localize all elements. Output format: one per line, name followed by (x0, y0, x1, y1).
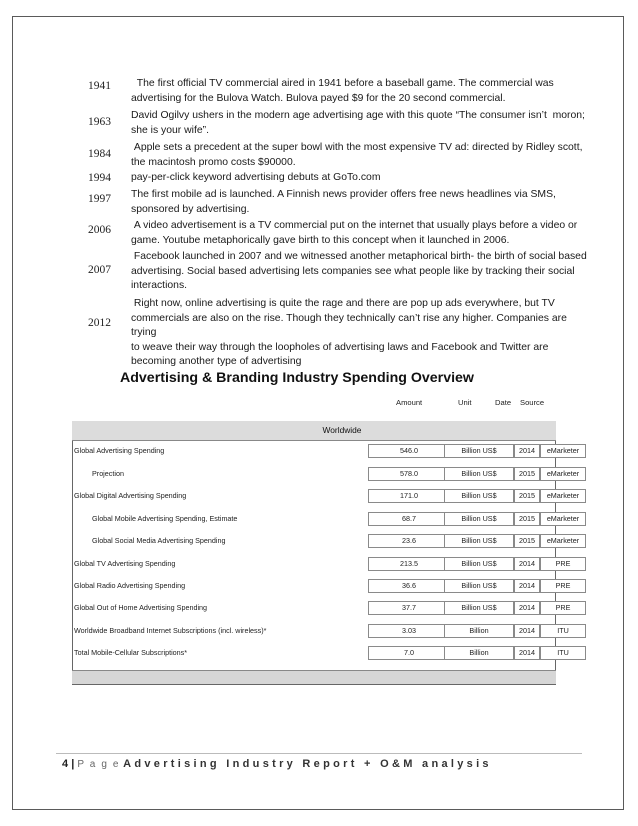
cell-date: 2015 (514, 467, 540, 481)
cell-amount: 7.0 (368, 646, 450, 660)
timeline-year: 1997 (88, 193, 111, 205)
table-footer-band (72, 670, 556, 684)
cell-amount: 68.7 (368, 512, 450, 526)
table-row (72, 444, 580, 458)
column-header-source: Source (520, 398, 545, 407)
timeline-text: Apple sets a precedent at the super bowl with the most expensive TV ad: directed by Ridley scott, the macintosh promo costs $90000. (131, 142, 583, 168)
cell-unit: Billion US$ (444, 467, 514, 481)
cell-unit: Billion US$ (444, 579, 514, 593)
cell-source: ITU (540, 624, 586, 638)
cell-source: PRE (540, 557, 586, 571)
table-row (72, 579, 571, 593)
page-footer (62, 758, 492, 770)
row-label: Global Social Media Advertising Spending (92, 536, 226, 545)
table-row (72, 646, 569, 660)
cell-unit: Billion US$ (444, 557, 514, 571)
timeline-year: 1941 (88, 80, 111, 92)
cell-unit: Billion (444, 646, 514, 660)
table-row (72, 624, 569, 638)
cell-amount: 578.0 (368, 467, 450, 481)
cell-date: 2015 (514, 512, 540, 526)
footer-rule (56, 753, 582, 754)
table-row (72, 557, 571, 571)
table-row (72, 467, 580, 481)
cell-source: eMarketer (540, 512, 586, 526)
column-header-unit: Unit (458, 398, 472, 407)
cell-amount: 3.03 (368, 624, 450, 638)
cell-unit: Billion US$ (444, 534, 514, 548)
cell-date: 2014 (514, 646, 540, 660)
cell-date: 2015 (514, 534, 540, 548)
cell-unit: Billion US$ (444, 489, 514, 503)
timeline-year: 1963 (88, 116, 111, 128)
cell-amount: 171.0 (368, 489, 450, 503)
row-label: Global Digital Advertising Spending (74, 491, 187, 500)
table-row (72, 512, 580, 526)
row-label: Global Mobile Advertising Spending, Estimate (92, 514, 238, 523)
cell-source: eMarketer (540, 534, 586, 548)
cell-amount: 37.7 (368, 601, 450, 615)
timeline-year: 2006 (88, 224, 111, 236)
cell-amount: 213.5 (368, 557, 450, 571)
cell-source: PRE (540, 601, 586, 615)
cell-unit: Billion US$ (444, 512, 514, 526)
row-label: Global Advertising Spending (74, 446, 165, 455)
timeline-year: 1994 (88, 172, 111, 184)
cell-amount: 546.0 (368, 444, 450, 458)
timeline-text: Right now, online advertising is quite the rage and there are pop up ads everywhere, but TV commercials are also on the rise. Though they technically can’t rise any higher. Companies are trying to weave their way through the loopholes of advertising laws and Facebook and Twitter are becoming another type of advertising (131, 298, 567, 368)
row-label: Global TV Advertising Spending (74, 559, 176, 568)
column-header-date: Date (495, 398, 512, 407)
timeline-text: A video advertisement is a TV commercial put on the internet that usually plays before a video or game. Youtube metaphorically gave birth to this concept when it launched in 2006. (131, 220, 578, 246)
section-title: Advertising & Branding Industry Spending Overview (120, 370, 474, 386)
page-word: P a g e (77, 759, 121, 770)
cell-source: ITU (540, 646, 586, 660)
group-header-worldwide: Worldwide (322, 425, 362, 435)
table-row (72, 489, 580, 503)
row-label: Global Radio Advertising Spending (74, 581, 186, 590)
cell-date: 2014 (514, 444, 540, 458)
footer-title: Advertising Industry Report + O&M analysis (123, 758, 492, 770)
cell-date: 2014 (514, 601, 540, 615)
timeline-text: Facebook launched in 2007 and we witnessed another metaphorical birth- the birth of social based advertising. Social based advertising lets companies see what people like by tracking their social interactions. (131, 251, 587, 292)
column-header-amount: Amount (396, 398, 423, 407)
cell-unit: Billion US$ (444, 444, 514, 458)
row-label: Projection (92, 469, 124, 478)
timeline-year: 2007 (88, 264, 111, 276)
page-number: 4 (62, 758, 69, 770)
cell-date: 2015 (514, 489, 540, 503)
cell-source: eMarketer (540, 467, 586, 481)
cell-source: eMarketer (540, 489, 586, 503)
cell-unit: Billion (444, 624, 514, 638)
timeline-text: David Ogilvy ushers in the modern age advertising age with this quote “The consumer isn’t moron; she is your wife”. (131, 110, 585, 136)
row-label: Worldwide Broadband Internet Subscriptions (incl. wireless)* (74, 626, 267, 635)
cell-date: 2014 (514, 624, 540, 638)
timeline-text: The first official TV commercial aired in 1941 before a baseball game. The commercial was advertising for the Bulova Watch. Bulova payed $9 for the 20 second commercial. (131, 78, 554, 104)
cell-amount: 23.6 (368, 534, 450, 548)
cell-date: 2014 (514, 557, 540, 571)
cell-date: 2014 (514, 579, 540, 593)
cell-source: PRE (540, 579, 586, 593)
timeline-text: The first mobile ad is launched. A Finnish news provider offers free news headlines via SMS, sponsored by advertising. (131, 189, 556, 215)
timeline-year: 1984 (88, 148, 111, 160)
timeline-text: pay-per-click keyword advertising debuts at GoTo.com (131, 172, 381, 183)
cell-unit: Billion US$ (444, 601, 514, 615)
timeline-year: 2012 (88, 317, 111, 329)
cell-source: eMarketer (540, 444, 586, 458)
row-label: Total Mobile-Cellular Subscriptions* (74, 648, 188, 657)
table-row (72, 534, 580, 548)
cell-amount: 36.6 (368, 579, 450, 593)
table-row (72, 601, 571, 615)
footer-separator: | (71, 758, 75, 770)
row-label: Global Out of Home Advertising Spending (74, 603, 208, 612)
